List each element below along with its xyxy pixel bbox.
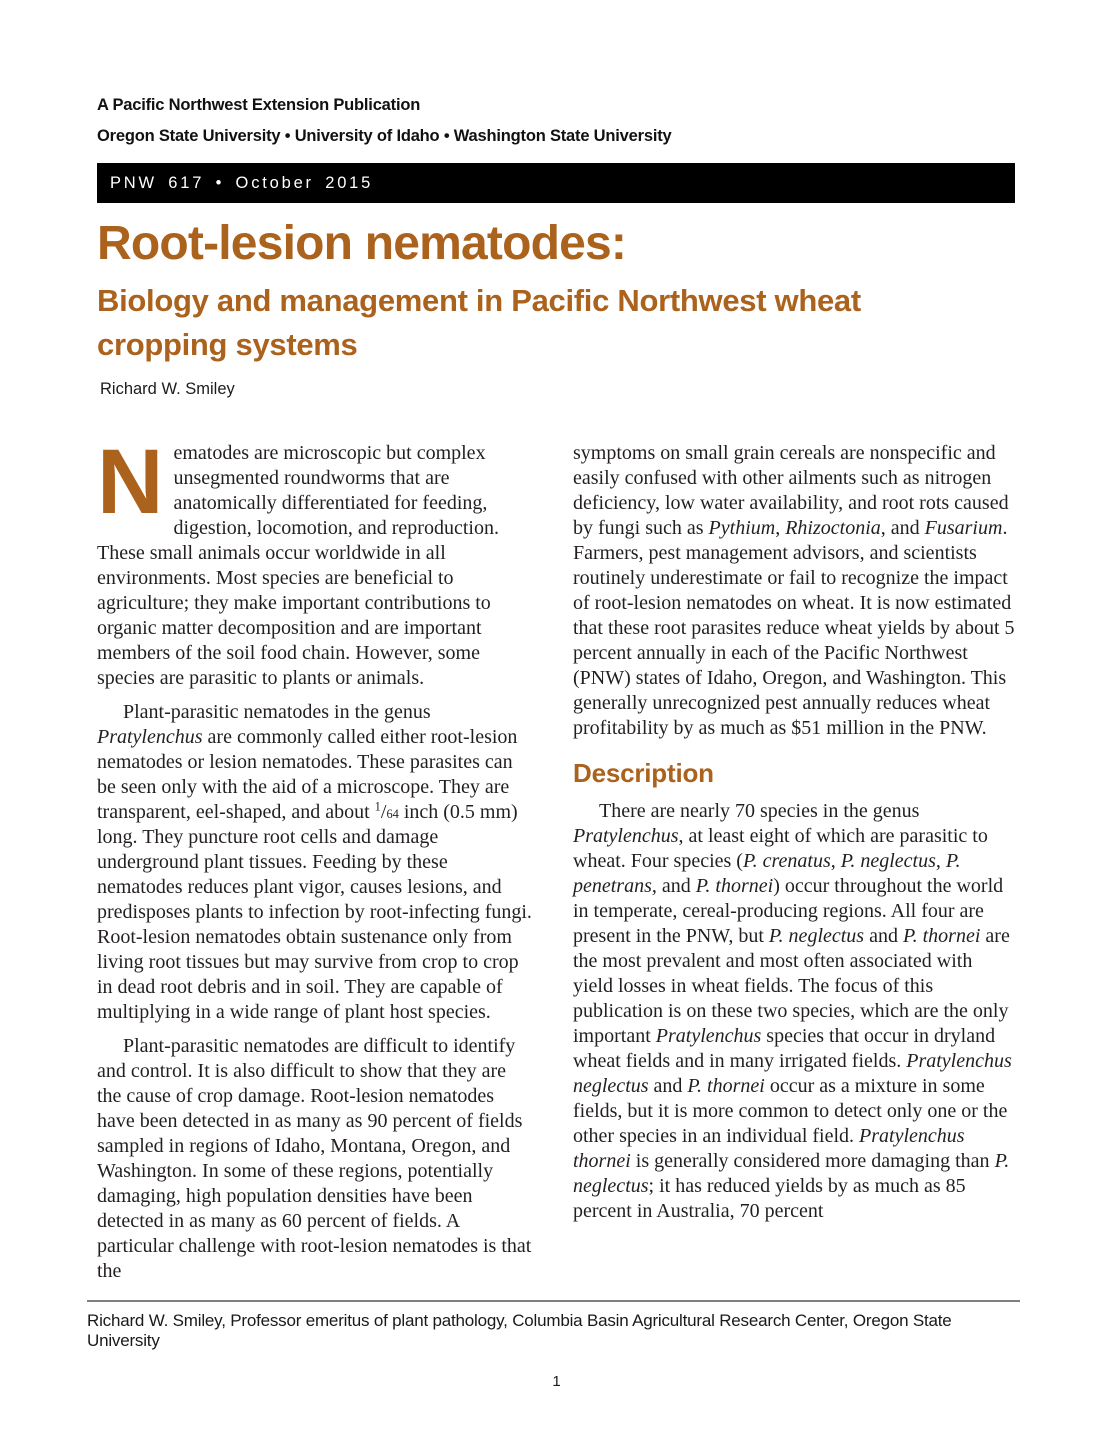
universities-line: Oregon State University • University of Idaho • Washington State University (97, 127, 672, 145)
paragraph-genus-pratylenchus: Plant-parasitic nematodes in the genus Pratylenchus are commonly called either root-lesion nematodes or lesion nematodes. These parasites can be seen only with the aid of a microscope. They are transparent, eel-shaped, and about $^1$/64 inch (0.5 mm) long. They puncture root cells and damage underground plant tissues. Feeding by these nematodes reduces plant vigor, causes lesions, and predisposes plants to infection by root-infecting fungi. Root-lesion nematodes obtain sustenance only from living root tissues but may survive from crop to crop in dead root debris and in soil. They are capable of multiplying in a wide range of plant host species. (97, 701, 532, 1024)
issue-banner: PNW 617 • October 2015 (97, 163, 1015, 203)
left-column (97, 431, 533, 1293)
drop-cap: N (97, 431, 164, 534)
intro-paragraph (97, 431, 533, 691)
paragraph-species-description: There are nearly 70 species in the genus Pratylenchus, at least eight of which are parasitic to wheat. Four species (P. crenatus, P. neglectus, P. penetrans, and P. thornei) occur throughout the world in temperate, cereal-producing regions. All four are present in the PNW, but P. neglectus and P. thornei are the most prevalent and most often associated with yield losses in wheat fields. The focus of this publication is on these two species, which are the only important Pratylenchus species that occur in dryland wheat fields and in many irrigated fields. Pratylenchus neglectus and P. thornei occur as a mixture in some fields, but it is more common to detect only one or the other species in an individual field. Pratylenchus thornei is generally considered more damaging than P. neglectus; it has reduced yields by as much as 85 percent in Australia, 70 percent (573, 800, 1012, 1223)
paragraph-identification-difficulty: Plant-parasitic nematodes are difficult to identify and control. It is also difficult to show that they are the cause of crop damage. Root-lesion nematodes have been detected in as many as 90 percent of fields sampled in regions of Idaho, Montana, Oregon, and Washington. In some of these regions, potentially damaging, high population densities have been detected in as many as 60 percent of fields. A particular challenge with root-lesion nematodes is that the (97, 1035, 532, 1283)
author-affiliation-footnote: Richard W. Smiley, Professor emeritus of plant pathology, Columbia Basin Agricultural Research Center, Oregon State University (87, 1300, 1020, 1351)
page-number: 1 (552, 1373, 561, 1390)
section-heading-description: Description (573, 758, 714, 789)
right-column (573, 441, 1015, 1293)
intro-paragraph-text: ematodes are microscopic but complex unsegmented roundworms that are anatomically differentiated for feeding, digestion, locomotion, and reproduction. These small animals occur worldwide in all environments. Most species are beneficial to agriculture; they make important contributions to organic matter decomposition and are important members of the soil food chain. However, some species are parasitic to plants or animals. (97, 442, 499, 690)
page-title: Root-lesion nematodes: (97, 217, 627, 270)
page-subtitle: Biology and management in Pacific Northwest wheat cropping systems (97, 283, 861, 362)
author-byline: Richard W. Smiley (100, 380, 235, 399)
page-content (97, 0, 1015, 1293)
article-body (97, 431, 1015, 1293)
paragraph-symptoms-continuation: symptoms on small grain cereals are nonspecific and easily confused with other ailments such as nitrogen deficiency, low water availability, and root rots caused by fungi such as Pythium, Rhizoctonia, and Fusarium. Farmers, pest management advisors, and scientists routinely underestimate or fail to recognize the impact of root-lesion nematodes on wheat. It is now estimated that these root parasites reduce wheat yields by about 5 percent annually in each of the Pacific Northwest (PNW) states of Idaho, Oregon, and Washington. This generally unrecognized pest annually reduces wheat profitability by as much as $51 million in the PNW. (573, 442, 1015, 740)
publication-type-line: A Pacific Northwest Extension Publication (97, 96, 421, 114)
